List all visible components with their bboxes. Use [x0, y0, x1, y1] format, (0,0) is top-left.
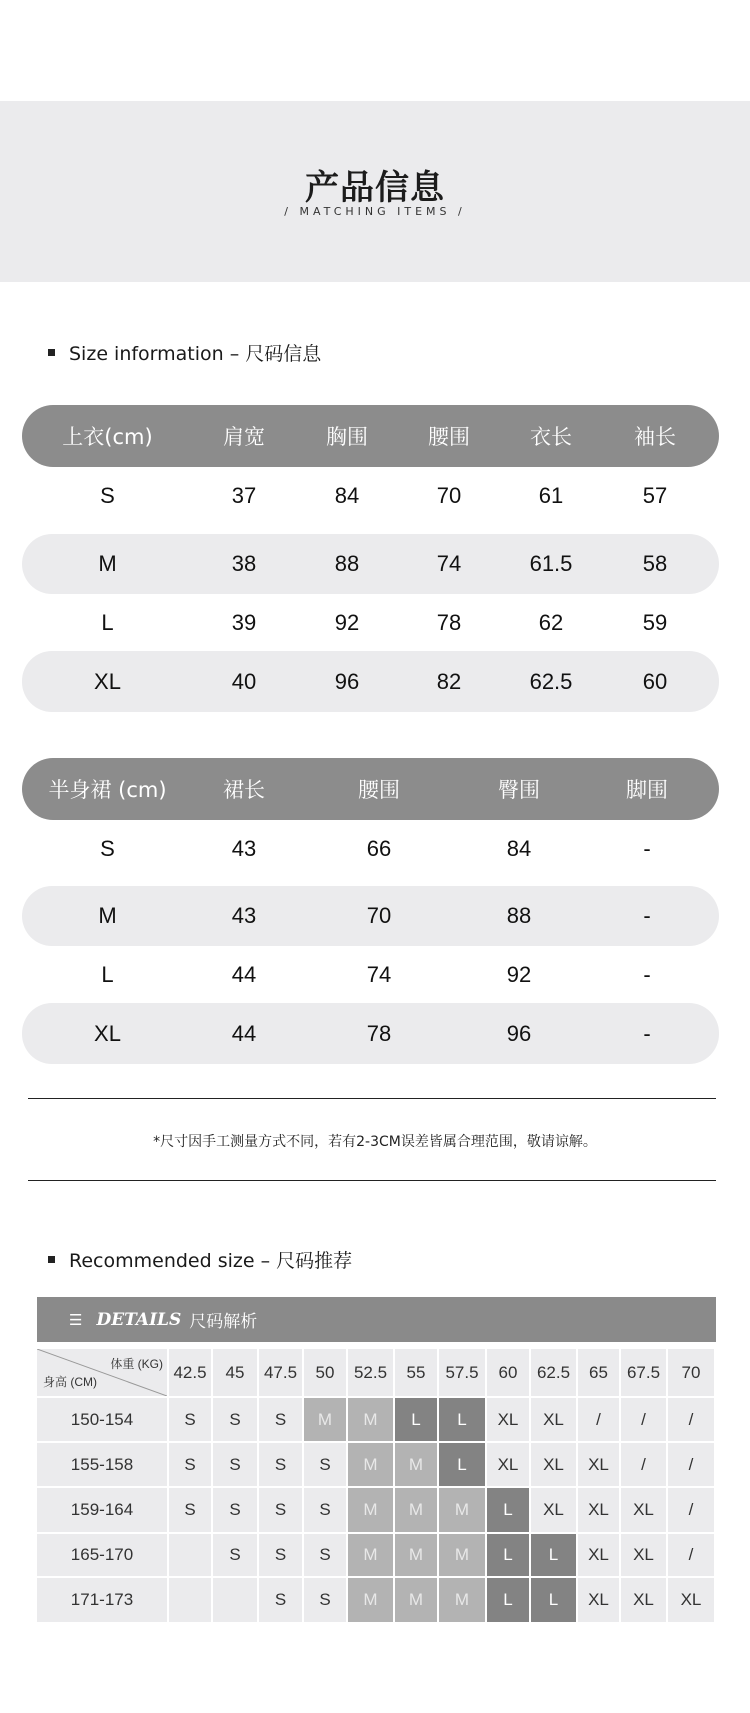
- cell: M: [98, 551, 117, 576]
- cell: 59: [642, 609, 668, 635]
- cell: 37: [231, 483, 257, 508]
- weight-header-cell: 52.5: [348, 1349, 393, 1396]
- weight-header-cell: 70: [668, 1349, 714, 1396]
- size-cell: [169, 1534, 211, 1576]
- cell: 74: [366, 961, 392, 987]
- size-cell: S: [213, 1534, 257, 1576]
- cell: -: [643, 836, 651, 861]
- size-cell: S: [259, 1534, 302, 1576]
- section-size-info: [48, 339, 321, 366]
- cell: 44: [231, 961, 257, 987]
- size-cell: M: [439, 1488, 485, 1532]
- cell: 82: [436, 668, 462, 694]
- cell: 96: [506, 1020, 532, 1046]
- height-header-cell: 165-170: [37, 1534, 167, 1576]
- size-cell: S: [259, 1488, 302, 1532]
- size-cell: L: [487, 1578, 529, 1622]
- cell: 74: [436, 551, 462, 576]
- header-cell: 上衣(cm): [62, 425, 153, 449]
- cell: 84: [334, 483, 360, 508]
- cell: 62: [538, 609, 564, 635]
- size-cell: S: [304, 1488, 346, 1532]
- header-cell: 衣长: [530, 425, 572, 449]
- table-row: [22, 1003, 719, 1064]
- size-cell: XL: [578, 1534, 619, 1576]
- cell: L: [101, 961, 114, 987]
- weight-header-cell: 60: [487, 1349, 529, 1396]
- size-cell: M: [395, 1534, 437, 1576]
- size-cell: XL: [487, 1443, 529, 1486]
- corner-cell: [37, 1349, 167, 1396]
- size-cell: S: [169, 1488, 211, 1532]
- cell: 43: [231, 836, 257, 861]
- header-cell: 袖长: [634, 425, 676, 449]
- cell: 78: [366, 1020, 392, 1046]
- header-cell: 胸围: [326, 425, 368, 449]
- size-cell: M: [395, 1578, 437, 1622]
- size-cell: S: [259, 1578, 302, 1622]
- height-header-cell: 150-154: [37, 1398, 167, 1441]
- details-label: DETAILS: [96, 1309, 182, 1330]
- weight-header-cell: 42.5: [169, 1349, 211, 1396]
- size-cell: /: [668, 1443, 714, 1486]
- size-cell: XL: [578, 1443, 619, 1486]
- size-cell: /: [578, 1398, 619, 1441]
- header-cell: 臀围: [498, 778, 540, 802]
- table-row: [22, 594, 719, 651]
- cell: -: [643, 903, 651, 928]
- weight-header-cell: 47.5: [259, 1349, 302, 1396]
- cell: 78: [436, 609, 462, 635]
- size-cell: S: [259, 1398, 302, 1441]
- cell: 92: [334, 609, 360, 635]
- size-cell: M: [395, 1443, 437, 1486]
- size-cell: S: [213, 1398, 257, 1441]
- size-cell: M: [439, 1534, 485, 1576]
- cell: 62.5: [529, 668, 573, 694]
- menu-icon: ☰: [69, 1310, 83, 1329]
- cell: 57: [642, 483, 668, 508]
- size-cell: XL: [621, 1488, 666, 1532]
- size-cell: L: [531, 1578, 576, 1622]
- section-title: Size information – 尺码信息: [69, 343, 322, 365]
- table-row: [22, 820, 719, 878]
- square-bullet-icon: [48, 1256, 55, 1263]
- size-cell: /: [668, 1488, 714, 1532]
- square-bullet-icon: [48, 349, 55, 356]
- details-label-cn: 尺码解析: [189, 1312, 258, 1332]
- divider: [28, 1180, 716, 1181]
- size-cell: M: [439, 1578, 485, 1622]
- header-cell: 裙长: [223, 778, 265, 802]
- divider: [28, 1098, 716, 1099]
- size-cell: XL: [578, 1578, 619, 1622]
- section-title: Recommended size – 尺码推荐: [69, 1250, 353, 1272]
- cell: 88: [506, 903, 532, 928]
- page-subtitle: / MATCHING ITEMS /: [284, 205, 466, 218]
- size-cell: M: [348, 1443, 393, 1486]
- height-axis-label: 身高 (CM): [43, 1375, 97, 1389]
- size-cell: S: [213, 1443, 257, 1486]
- header-cell: 半身裙 (cm): [48, 778, 167, 802]
- cell: 92: [506, 961, 532, 987]
- size-cell: L: [395, 1398, 437, 1441]
- size-cell: M: [348, 1398, 393, 1441]
- size-cell: /: [621, 1443, 666, 1486]
- size-cell: M: [304, 1398, 346, 1441]
- size-cell: [213, 1578, 257, 1622]
- header-cell: 腰围: [358, 778, 400, 802]
- cell: 40: [231, 668, 257, 694]
- size-cell: /: [621, 1398, 666, 1441]
- size-cell: XL: [487, 1398, 529, 1441]
- table-row: [22, 946, 719, 1003]
- weight-axis-label: 体重 (KG): [110, 1357, 163, 1371]
- cell: -: [643, 1020, 651, 1046]
- cell: 61.5: [529, 551, 573, 576]
- height-header-cell: 171-173: [37, 1578, 167, 1622]
- size-cell: S: [169, 1443, 211, 1486]
- cell: M: [98, 903, 117, 928]
- weight-header-cell: 50: [304, 1349, 346, 1396]
- cell: S: [100, 836, 115, 861]
- cell: S: [100, 483, 115, 508]
- details-bar: [37, 1297, 716, 1342]
- size-cell: XL: [621, 1534, 666, 1576]
- size-cell: S: [304, 1534, 346, 1576]
- header-cell: 脚围: [626, 778, 668, 802]
- cell: 43: [231, 903, 257, 928]
- cell: 39: [231, 609, 257, 635]
- table-row: [22, 534, 719, 594]
- cell: 96: [334, 668, 360, 694]
- cell: 70: [436, 483, 462, 508]
- size-cell: L: [531, 1534, 576, 1576]
- weight-header-cell: 62.5: [531, 1349, 576, 1396]
- table-row: [22, 467, 719, 525]
- header-cell: 腰围: [428, 425, 470, 449]
- cell: 60: [642, 668, 668, 694]
- size-cell: S: [304, 1578, 346, 1622]
- section-recommended: [48, 1246, 352, 1273]
- size-cell: XL: [621, 1578, 666, 1622]
- size-cell: M: [395, 1488, 437, 1532]
- weight-header-cell: 57.5: [439, 1349, 485, 1396]
- cell: 66: [366, 836, 392, 861]
- weight-header-cell: 67.5: [621, 1349, 666, 1396]
- size-cell: S: [259, 1443, 302, 1486]
- weight-header-cell: 55: [395, 1349, 437, 1396]
- size-cell: M: [348, 1488, 393, 1532]
- size-cell: S: [213, 1488, 257, 1532]
- size-cell: /: [668, 1398, 714, 1441]
- cell: 38: [231, 551, 257, 576]
- header-cell: 肩宽: [223, 425, 265, 449]
- table-row: [22, 651, 719, 712]
- cell: 70: [366, 903, 392, 928]
- cell: L: [101, 609, 114, 635]
- size-cell: XL: [531, 1488, 576, 1532]
- size-cell: L: [439, 1443, 485, 1486]
- size-cell: XL: [578, 1488, 619, 1532]
- page-title: 产品信息: [305, 168, 445, 208]
- size-cell: M: [348, 1578, 393, 1622]
- size-cell: S: [304, 1443, 346, 1486]
- cell: -: [643, 961, 651, 987]
- cell: 61: [538, 483, 564, 508]
- cell: 84: [506, 836, 532, 861]
- size-cell: XL: [531, 1398, 576, 1441]
- table-row: [22, 886, 719, 946]
- height-header-cell: 155-158: [37, 1443, 167, 1486]
- cell: 44: [231, 1020, 257, 1046]
- size-cell: /: [668, 1534, 714, 1576]
- measurement-note: *尺寸因手工测量方式不同，若有2-3CM误差皆属合理范围，敬请谅解。: [153, 1134, 597, 1150]
- weight-header-cell: 65: [578, 1349, 619, 1396]
- size-cell: M: [348, 1534, 393, 1576]
- size-cell: XL: [531, 1443, 576, 1486]
- table-header-row: [22, 758, 719, 820]
- size-cell: L: [487, 1534, 529, 1576]
- size-cell: L: [439, 1398, 485, 1441]
- height-header-cell: 159-164: [37, 1488, 167, 1532]
- cell: XL: [94, 1020, 121, 1046]
- size-cell: L: [487, 1488, 529, 1532]
- weight-header-cell: 45: [213, 1349, 257, 1396]
- size-cell: S: [169, 1398, 211, 1441]
- cell: XL: [94, 668, 121, 694]
- table-header-row: [22, 405, 719, 467]
- cell: 88: [334, 551, 360, 576]
- size-cell: XL: [668, 1578, 714, 1622]
- size-cell: [169, 1578, 211, 1622]
- cell: 58: [642, 551, 668, 576]
